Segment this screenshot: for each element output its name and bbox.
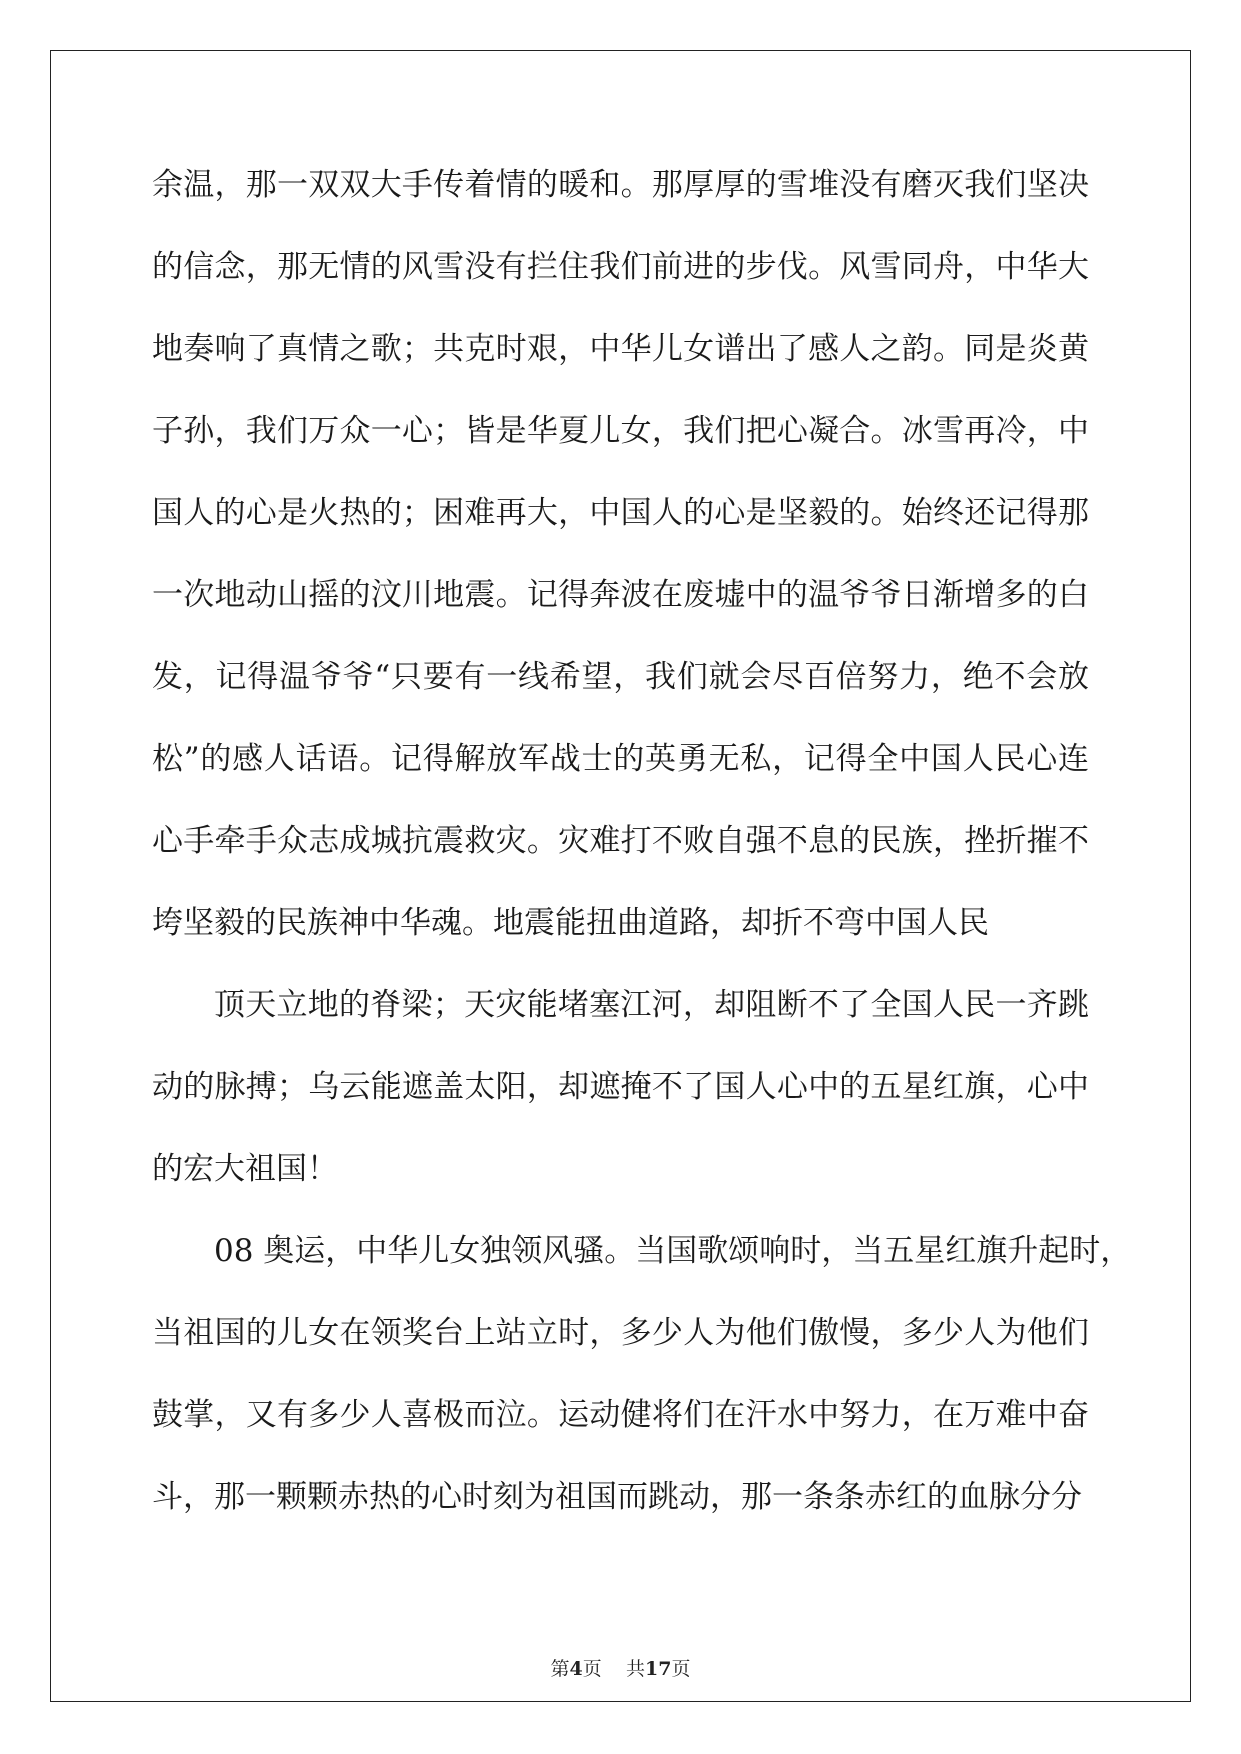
text-line: 一次地动山摇的汶川地震。记得奔波在废墟中的温爷爷日渐增多的白 (152, 577, 1089, 613)
text-line: 的信念，那无情的风雪没有拦住我们前进的步伐。风雪同舟，中华大 (152, 249, 1089, 285)
paragraph (152, 160, 1089, 980)
paragraph (152, 1226, 1132, 1554)
text-line: 斗，那一颗颗赤热的心时刻为祖国而跳动，那一条条赤红的血脉分分 (152, 1479, 1082, 1515)
text-line: 鼓掌，又有多少人喜极而泣。运动健将们在汗水中努力，在万难中奋 (152, 1397, 1089, 1433)
footer-page-suffix: 页 (582, 1658, 602, 1680)
footer-prefix: 第 (550, 1658, 570, 1680)
footer-total-suffix: 页 (671, 1658, 691, 1680)
text-line: 子孙，我们万众一心；皆是华夏儿女，我们把心凝合。冰雪再冷，中 (152, 413, 1089, 449)
footer-page-number: 4 (569, 1658, 583, 1680)
text-line: 08 奥运，中华儿女独领风骚。当国歌颂响时，当五星红旗升起时， (214, 1233, 1132, 1269)
page-footer (0, 1654, 1241, 1681)
text-line: 松”的感人话语。记得解放军战士的英勇无私，记得全中国人民心连 (152, 741, 1089, 777)
text-line: 顶天立地的脊梁；天灾能堵塞江河，却阻断不了全国人民一齐跳 (214, 987, 1089, 1023)
text-line: 心手牵手众志成城抗震救灾。灾难打不败自强不息的民族，挫折摧不 (152, 823, 1089, 859)
footer-total-pages: 17 (644, 1658, 672, 1680)
text-line: 国人的心是火热的；困难再大，中国人的心是坚毅的。始终还记得那 (152, 495, 1089, 531)
paragraph (152, 980, 1089, 1226)
text-line: 当祖国的儿女在领奖台上站立时，多少人为他们傲慢，多少人为他们 (152, 1315, 1089, 1351)
text-line: 发，记得温爷爷“只要有一线希望，我们就会尽百倍努力，绝不会放 (152, 659, 1089, 695)
footer-total-prefix: 共 (625, 1658, 645, 1680)
text-line: 地奏响了真情之歌；共克时艰，中华儿女谱出了感人之韵。同是炎黄 (152, 331, 1089, 367)
text-line: 余温，那一双双大手传着情的暖和。那厚厚的雪堆没有磨灭我们坚决 (152, 167, 1089, 203)
text-line: 动的脉搏；乌云能遮盖太阳，却遮掩不了国人心中的五星红旗，心中 (152, 1069, 1089, 1105)
text-line: 的宏大祖国！ (152, 1151, 338, 1187)
document-body (152, 160, 1132, 1554)
text-line: 垮坚毅的民族神中华魂。地震能扭曲道路，却折不弯中国人民 (152, 905, 989, 941)
